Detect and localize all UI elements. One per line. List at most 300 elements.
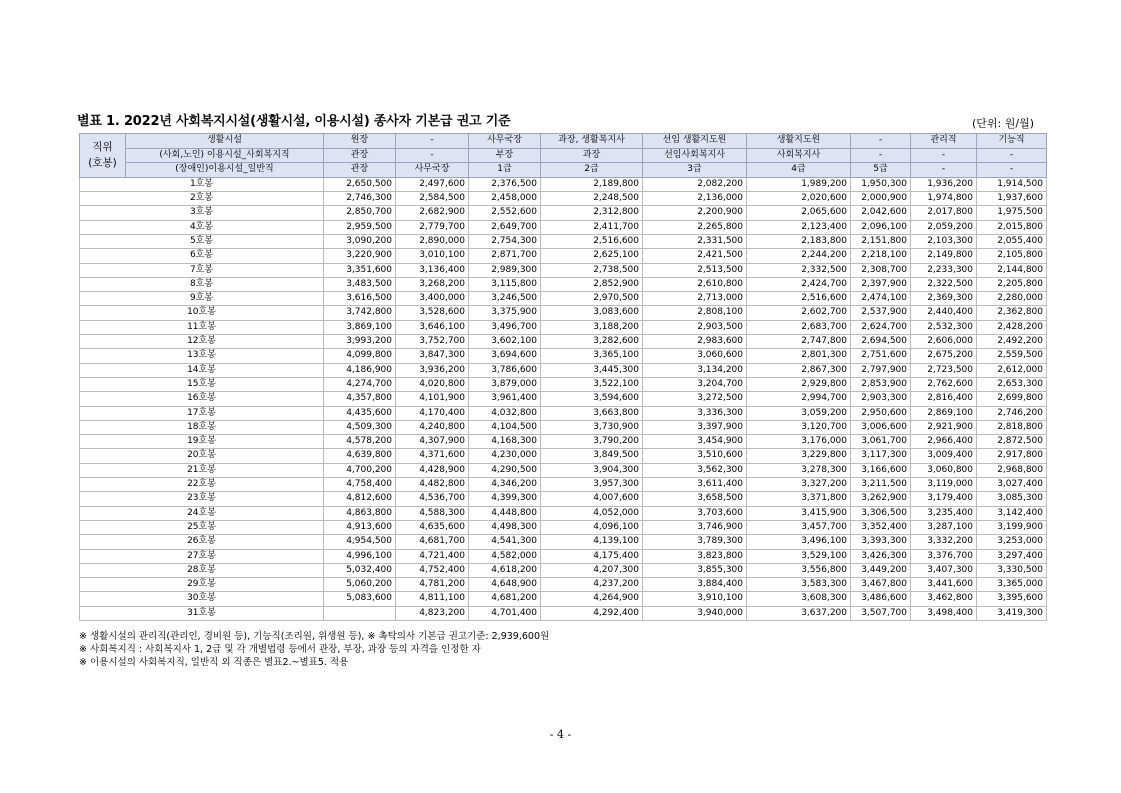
salary-cell: 3,608,300 — [747, 592, 851, 606]
step-cell: 31호봉 — [80, 606, 324, 620]
salary-cell: 3,498,400 — [911, 606, 977, 620]
step-cell: 20호봉 — [80, 449, 324, 463]
salary-cell: 2,738,500 — [541, 263, 643, 277]
salary-cell: 2,867,300 — [747, 363, 851, 377]
salary-cell: 3,496,100 — [747, 535, 851, 549]
header-cell: 관장 — [324, 163, 396, 178]
salary-cell: 2,428,200 — [977, 320, 1047, 334]
table-row — [80, 335, 1047, 349]
step-cell: 1호봉 — [80, 177, 324, 191]
salary-cell: 3,262,900 — [851, 492, 911, 506]
table-row — [80, 520, 1047, 534]
salary-cell: 2,968,800 — [977, 463, 1047, 477]
salary-cell: 2,816,400 — [911, 392, 977, 406]
salary-cell: 3,166,600 — [851, 463, 911, 477]
salary-cell: 3,449,200 — [851, 563, 911, 577]
salary-cell: 3,507,700 — [851, 606, 911, 620]
salary-cell: 4,618,200 — [469, 563, 541, 577]
salary-cell: 1,937,600 — [977, 192, 1047, 206]
footnotes — [79, 630, 549, 669]
header-cell: 4급 — [747, 163, 851, 178]
table-row — [80, 363, 1047, 377]
salary-cell: 2,921,900 — [911, 420, 977, 434]
step-cell: 25호봉 — [80, 520, 324, 534]
salary-cell: 4,954,500 — [324, 535, 396, 549]
step-cell: 17호봉 — [80, 406, 324, 420]
salary-cell: 4,823,200 — [396, 606, 469, 620]
footnote: ※ 생활시설의 관리직(관리인, 경비원 등), 기능직(조리원, 위생원 등), ※ 촉탁의사 기본급 권고기준: 2,939,600원 — [79, 631, 550, 642]
table-row — [80, 263, 1047, 277]
salary-cell: 4,482,800 — [396, 478, 469, 492]
table-row — [80, 349, 1047, 363]
salary-cell: 3,855,300 — [643, 563, 747, 577]
salary-cell: 2,762,600 — [911, 377, 977, 391]
salary-cell: 3,522,100 — [541, 377, 643, 391]
salary-cell: 2,218,100 — [851, 249, 911, 263]
salary-cell: 3,229,800 — [747, 449, 851, 463]
salary-cell: 4,371,600 — [396, 449, 469, 463]
table-row — [80, 220, 1047, 234]
salary-cell: 3,204,700 — [643, 377, 747, 391]
salary-cell: 4,096,100 — [541, 520, 643, 534]
salary-cell: 3,365,000 — [977, 578, 1047, 592]
salary-cell: 2,559,500 — [977, 349, 1047, 363]
header-cell: 2급 — [541, 163, 643, 178]
salary-cell: 3,454,900 — [643, 435, 747, 449]
table-row — [80, 306, 1047, 320]
salary-cell: 2,362,800 — [977, 306, 1047, 320]
salary-table — [79, 133, 1047, 621]
salary-cell: 2,606,000 — [911, 335, 977, 349]
step-cell: 5호봉 — [80, 234, 324, 248]
salary-cell: 2,852,900 — [541, 277, 643, 291]
salary-cell: 2,322,500 — [911, 277, 977, 291]
salary-cell: 2,584,500 — [396, 192, 469, 206]
header-cell: 부장 — [469, 148, 541, 163]
salary-cell: 3,746,900 — [643, 520, 747, 534]
table-row — [80, 277, 1047, 291]
salary-cell: 3,120,700 — [747, 420, 851, 434]
step-cell: 6호봉 — [80, 249, 324, 263]
salary-cell: 2,055,400 — [977, 234, 1047, 248]
salary-cell: 2,369,300 — [911, 292, 977, 306]
salary-cell: 4,578,200 — [324, 435, 396, 449]
salary-cell: 4,701,400 — [469, 606, 541, 620]
salary-cell: 2,754,300 — [469, 234, 541, 248]
salary-cell: 4,541,300 — [469, 535, 541, 549]
table-row — [80, 549, 1047, 563]
header-cell: - — [911, 163, 977, 178]
salary-cell: 4,357,800 — [324, 392, 396, 406]
salary-cell: 3,117,300 — [851, 449, 911, 463]
corner-label-position: 직위 — [92, 141, 113, 154]
step-cell: 3호봉 — [80, 206, 324, 220]
salary-cell: 3,027,400 — [977, 478, 1047, 492]
salary-cell: 3,119,000 — [911, 478, 977, 492]
salary-cell: 3,483,500 — [324, 277, 396, 291]
table-row — [80, 492, 1047, 506]
salary-cell: 5,083,600 — [324, 592, 396, 606]
salary-cell: 3,006,600 — [851, 420, 911, 434]
salary-cell: 2,602,700 — [747, 306, 851, 320]
salary-cell: 4,588,300 — [396, 506, 469, 520]
header-cell: 관장 — [324, 148, 396, 163]
header-cell: 과장, 생활복지사 — [541, 134, 643, 149]
step-cell: 2호봉 — [80, 192, 324, 206]
salary-cell: 2,280,000 — [977, 292, 1047, 306]
salary-cell: 4,498,300 — [469, 520, 541, 534]
salary-cell: 3,306,500 — [851, 506, 911, 520]
salary-cell: 2,205,800 — [977, 277, 1047, 291]
salary-cell: 2,683,700 — [747, 320, 851, 334]
salary-cell: 1,975,500 — [977, 206, 1047, 220]
salary-cell: 2,200,900 — [643, 206, 747, 220]
salary-cell: 4,811,100 — [396, 592, 469, 606]
salary-cell: 3,703,600 — [643, 506, 747, 520]
salary-cell: 4,582,000 — [469, 549, 541, 563]
salary-cell: 2,779,700 — [396, 220, 469, 234]
salary-cell: 3,879,000 — [469, 377, 541, 391]
table-row — [80, 420, 1047, 434]
salary-cell: 4,781,200 — [396, 578, 469, 592]
salary-cell: 4,758,400 — [324, 478, 396, 492]
salary-cell: 3,510,600 — [643, 449, 747, 463]
salary-cell: 2,042,600 — [851, 206, 911, 220]
step-cell: 29호봉 — [80, 578, 324, 592]
salary-cell: 4,207,300 — [541, 563, 643, 577]
salary-cell: 2,183,800 — [747, 234, 851, 248]
salary-cell: 3,083,600 — [541, 306, 643, 320]
salary-cell: 4,230,000 — [469, 449, 541, 463]
header-cell: 3급 — [643, 163, 747, 178]
salary-cell: 4,099,800 — [324, 349, 396, 363]
salary-cell: 2,332,500 — [747, 263, 851, 277]
salary-cell: 3,142,400 — [977, 506, 1047, 520]
salary-cell: 3,445,300 — [541, 363, 643, 377]
salary-cell: 3,332,200 — [911, 535, 977, 549]
footnote: ※ 사회복지직 : 사회복지사 1, 2급 및 각 개별법령 등에서 관장, 부장, 과장 등의 자격을 인정한 자 — [79, 644, 481, 655]
salary-cell: 3,658,500 — [643, 492, 747, 506]
salary-cell: 4,428,900 — [396, 463, 469, 477]
salary-cell: 2,516,600 — [747, 292, 851, 306]
step-cell: 19호봉 — [80, 435, 324, 449]
salary-cell: 3,562,300 — [643, 463, 747, 477]
table-title: 별표 1. 2022년 사회복지시설(생활시설, 이용시설) 종사자 기본급 권고 기준 — [77, 114, 511, 129]
salary-cell: 2,966,400 — [911, 435, 977, 449]
salary-cell: 3,426,300 — [851, 549, 911, 563]
salary-cell: 5,032,400 — [324, 563, 396, 577]
salary-cell: 3,375,900 — [469, 306, 541, 320]
salary-cell: 2,917,800 — [977, 449, 1047, 463]
salary-cell: 4,812,600 — [324, 492, 396, 506]
salary-cell: 4,681,200 — [469, 592, 541, 606]
salary-cell: 3,611,400 — [643, 478, 747, 492]
salary-cell: 3,115,800 — [469, 277, 541, 291]
salary-cell: 2,983,600 — [643, 335, 747, 349]
table-row — [80, 463, 1047, 477]
salary-cell: 4,307,900 — [396, 435, 469, 449]
step-cell: 10호봉 — [80, 306, 324, 320]
header-cell: - — [396, 148, 469, 163]
step-cell: 8호봉 — [80, 277, 324, 291]
page-number: - 4 - — [549, 728, 572, 741]
salary-cell: 2,189,800 — [541, 177, 643, 191]
salary-cell: 2,675,200 — [911, 349, 977, 363]
step-cell: 7호봉 — [80, 263, 324, 277]
salary-cell: 2,801,300 — [747, 349, 851, 363]
salary-cell: 2,516,600 — [541, 234, 643, 248]
salary-cell: 3,936,200 — [396, 363, 469, 377]
salary-cell: 2,397,900 — [851, 277, 911, 291]
step-cell: 18호봉 — [80, 420, 324, 434]
salary-cell: 4,863,800 — [324, 506, 396, 520]
unit-label: (단위: 원/월) — [972, 117, 1034, 130]
salary-cell: 3,646,100 — [396, 320, 469, 334]
step-cell: 14호봉 — [80, 363, 324, 377]
salary-cell: 3,752,700 — [396, 335, 469, 349]
salary-cell: 4,700,200 — [324, 463, 396, 477]
salary-cell — [324, 606, 396, 620]
salary-cell: 3,847,300 — [396, 349, 469, 363]
salary-cell: 3,940,000 — [643, 606, 747, 620]
salary-cell: 3,352,400 — [851, 520, 911, 534]
salary-cell: 2,017,800 — [911, 206, 977, 220]
salary-cell: 2,096,100 — [851, 220, 911, 234]
salary-cell: 4,435,600 — [324, 406, 396, 420]
salary-cell: 2,872,500 — [977, 435, 1047, 449]
header-cell: 사무국장 — [396, 163, 469, 178]
salary-cell: 3,220,900 — [324, 249, 396, 263]
salary-cell: 3,090,200 — [324, 234, 396, 248]
salary-cell: 2,970,500 — [541, 292, 643, 306]
salary-cell: 2,244,200 — [747, 249, 851, 263]
salary-cell: 2,850,700 — [324, 206, 396, 220]
salary-cell: 2,610,800 — [643, 277, 747, 291]
salary-cell: 3,486,600 — [851, 592, 911, 606]
salary-cell: 2,532,300 — [911, 320, 977, 334]
salary-cell: 3,393,300 — [851, 535, 911, 549]
header-cell: - — [911, 148, 977, 163]
salary-cell: 3,287,100 — [911, 520, 977, 534]
salary-cell: 3,268,200 — [396, 277, 469, 291]
step-cell: 15호봉 — [80, 377, 324, 391]
step-cell: 12호봉 — [80, 335, 324, 349]
salary-cell: 4,913,600 — [324, 520, 396, 534]
header-cell: 생활지도원 — [747, 134, 851, 149]
salary-cell: 3,407,300 — [911, 563, 977, 577]
salary-cell: 3,993,200 — [324, 335, 396, 349]
table-row — [80, 320, 1047, 334]
salary-cell: 4,536,700 — [396, 492, 469, 506]
salary-cell: 4,186,900 — [324, 363, 396, 377]
salary-cell: 4,264,900 — [541, 592, 643, 606]
salary-cell: 3,419,300 — [977, 606, 1047, 620]
salary-cell: 3,179,400 — [911, 492, 977, 506]
step-cell: 9호봉 — [80, 292, 324, 306]
salary-cell: 2,552,600 — [469, 206, 541, 220]
salary-cell: 3,730,900 — [541, 420, 643, 434]
table-row — [80, 478, 1047, 492]
salary-cell: 2,869,100 — [911, 406, 977, 420]
salary-cell: 3,594,600 — [541, 392, 643, 406]
salary-cell: 3,272,500 — [643, 392, 747, 406]
step-cell: 27호봉 — [80, 549, 324, 563]
salary-cell: 3,462,800 — [911, 592, 977, 606]
table-row — [80, 535, 1047, 549]
header-cell: 과장 — [541, 148, 643, 163]
salary-cell: 1,989,200 — [747, 177, 851, 191]
salary-cell: 3,235,400 — [911, 506, 977, 520]
step-cell: 24호봉 — [80, 506, 324, 520]
salary-cell: 1,914,500 — [977, 177, 1047, 191]
salary-cell: 3,297,400 — [977, 549, 1047, 563]
salary-cell: 2,308,700 — [851, 263, 911, 277]
salary-cell: 2,440,400 — [911, 306, 977, 320]
salary-cell: 2,650,500 — [324, 177, 396, 191]
header-cell: - — [396, 134, 469, 149]
salary-cell: 3,528,600 — [396, 306, 469, 320]
header-cell: - — [851, 134, 911, 149]
salary-cell: 4,168,300 — [469, 435, 541, 449]
salary-cell: 3,616,500 — [324, 292, 396, 306]
header-cell: 원장 — [324, 134, 396, 149]
salary-cell: 2,103,300 — [911, 234, 977, 248]
salary-cell: 4,101,900 — [396, 392, 469, 406]
salary-cell: 2,890,000 — [396, 234, 469, 248]
salary-cell: 4,681,700 — [396, 535, 469, 549]
salary-cell: 2,312,800 — [541, 206, 643, 220]
salary-cell: 3,961,400 — [469, 392, 541, 406]
salary-cell: 2,492,200 — [977, 335, 1047, 349]
salary-cell: 3,457,700 — [747, 520, 851, 534]
salary-cell: 2,059,200 — [911, 220, 977, 234]
step-cell: 13호봉 — [80, 349, 324, 363]
category-label: (사회,노인) 이용시설_사회복지직 — [126, 148, 324, 163]
salary-cell: 3,330,500 — [977, 563, 1047, 577]
step-cell: 28호봉 — [80, 563, 324, 577]
salary-cell: 1,936,200 — [911, 177, 977, 191]
salary-cell: 3,282,600 — [541, 335, 643, 349]
salary-cell: 3,957,300 — [541, 478, 643, 492]
header-cell: 기능직 — [977, 134, 1047, 149]
salary-cell: 3,188,200 — [541, 320, 643, 334]
table-header — [80, 134, 1047, 178]
header-cell: 관리직 — [911, 134, 977, 149]
salary-cell: 3,376,700 — [911, 549, 977, 563]
step-cell: 26호봉 — [80, 535, 324, 549]
salary-cell: 4,240,800 — [396, 420, 469, 434]
salary-cell: 3,397,900 — [643, 420, 747, 434]
salary-cell: 3,371,800 — [747, 492, 851, 506]
salary-cell: 2,808,100 — [643, 306, 747, 320]
header-cell: 사무국장 — [469, 134, 541, 149]
salary-cell: 3,789,300 — [643, 535, 747, 549]
table-row — [80, 406, 1047, 420]
salary-cell: 2,065,600 — [747, 206, 851, 220]
salary-cell: 2,265,800 — [643, 220, 747, 234]
salary-cell: 2,513,500 — [643, 263, 747, 277]
salary-cell: 3,694,600 — [469, 349, 541, 363]
salary-cell: 2,751,600 — [851, 349, 911, 363]
salary-cell: 3,199,900 — [977, 520, 1047, 534]
salary-cell: 2,105,800 — [977, 249, 1047, 263]
salary-cell: 3,253,000 — [977, 535, 1047, 549]
salary-cell: 3,009,400 — [911, 449, 977, 463]
table-row — [80, 206, 1047, 220]
salary-cell: 2,020,600 — [747, 192, 851, 206]
step-cell: 23호봉 — [80, 492, 324, 506]
salary-cell: 3,176,000 — [747, 435, 851, 449]
salary-cell: 3,496,700 — [469, 320, 541, 334]
salary-cell: 3,136,400 — [396, 263, 469, 277]
salary-cell: 3,583,300 — [747, 578, 851, 592]
salary-cell: 3,602,100 — [469, 335, 541, 349]
salary-cell: 3,637,200 — [747, 606, 851, 620]
salary-cell: 3,059,200 — [747, 406, 851, 420]
salary-cell: 2,015,800 — [977, 220, 1047, 234]
salary-cell: 3,742,800 — [324, 306, 396, 320]
salary-cell: 2,082,200 — [643, 177, 747, 191]
salary-cell: 3,060,800 — [911, 463, 977, 477]
table-row — [80, 578, 1047, 592]
salary-cell: 2,458,000 — [469, 192, 541, 206]
salary-cell: 5,060,200 — [324, 578, 396, 592]
salary-cell: 2,248,500 — [541, 192, 643, 206]
table-row — [80, 292, 1047, 306]
salary-cell: 2,421,500 — [643, 249, 747, 263]
salary-cell: 3,134,200 — [643, 363, 747, 377]
salary-cell: 3,823,800 — [643, 549, 747, 563]
salary-cell: 4,509,300 — [324, 420, 396, 434]
salary-cell: 2,746,300 — [324, 192, 396, 206]
salary-cell: 3,884,400 — [643, 578, 747, 592]
corner-cell — [80, 134, 126, 178]
header-cell: 5급 — [851, 163, 911, 178]
salary-cell: 3,365,100 — [541, 349, 643, 363]
step-cell: 22호봉 — [80, 478, 324, 492]
salary-cell: 2,376,500 — [469, 177, 541, 191]
salary-cell: 3,278,300 — [747, 463, 851, 477]
salary-cell: 2,994,700 — [747, 392, 851, 406]
salary-cell: 2,625,100 — [541, 249, 643, 263]
table-row — [80, 249, 1047, 263]
salary-cell: 3,415,900 — [747, 506, 851, 520]
salary-cell: 3,085,300 — [977, 492, 1047, 506]
salary-cell: 2,474,100 — [851, 292, 911, 306]
salary-cell: 3,467,800 — [851, 578, 911, 592]
salary-cell: 2,424,700 — [747, 277, 851, 291]
table-row — [80, 592, 1047, 606]
table-row — [80, 435, 1047, 449]
salary-cell: 4,052,000 — [541, 506, 643, 520]
salary-cell: 2,950,600 — [851, 406, 911, 420]
salary-cell: 2,871,700 — [469, 249, 541, 263]
salary-cell: 2,713,000 — [643, 292, 747, 306]
salary-cell: 3,211,500 — [851, 478, 911, 492]
salary-cell: 2,797,900 — [851, 363, 911, 377]
salary-cell: 4,020,800 — [396, 377, 469, 391]
table-row — [80, 234, 1047, 248]
salary-cell: 3,336,300 — [643, 406, 747, 420]
salary-cell: 4,639,800 — [324, 449, 396, 463]
salary-cell: 2,612,000 — [977, 363, 1047, 377]
header-cell: 1급 — [469, 163, 541, 178]
salary-cell: 4,007,600 — [541, 492, 643, 506]
table-row — [80, 392, 1047, 406]
salary-cell: 3,786,600 — [469, 363, 541, 377]
header-cell: - — [977, 148, 1047, 163]
step-cell: 30호봉 — [80, 592, 324, 606]
